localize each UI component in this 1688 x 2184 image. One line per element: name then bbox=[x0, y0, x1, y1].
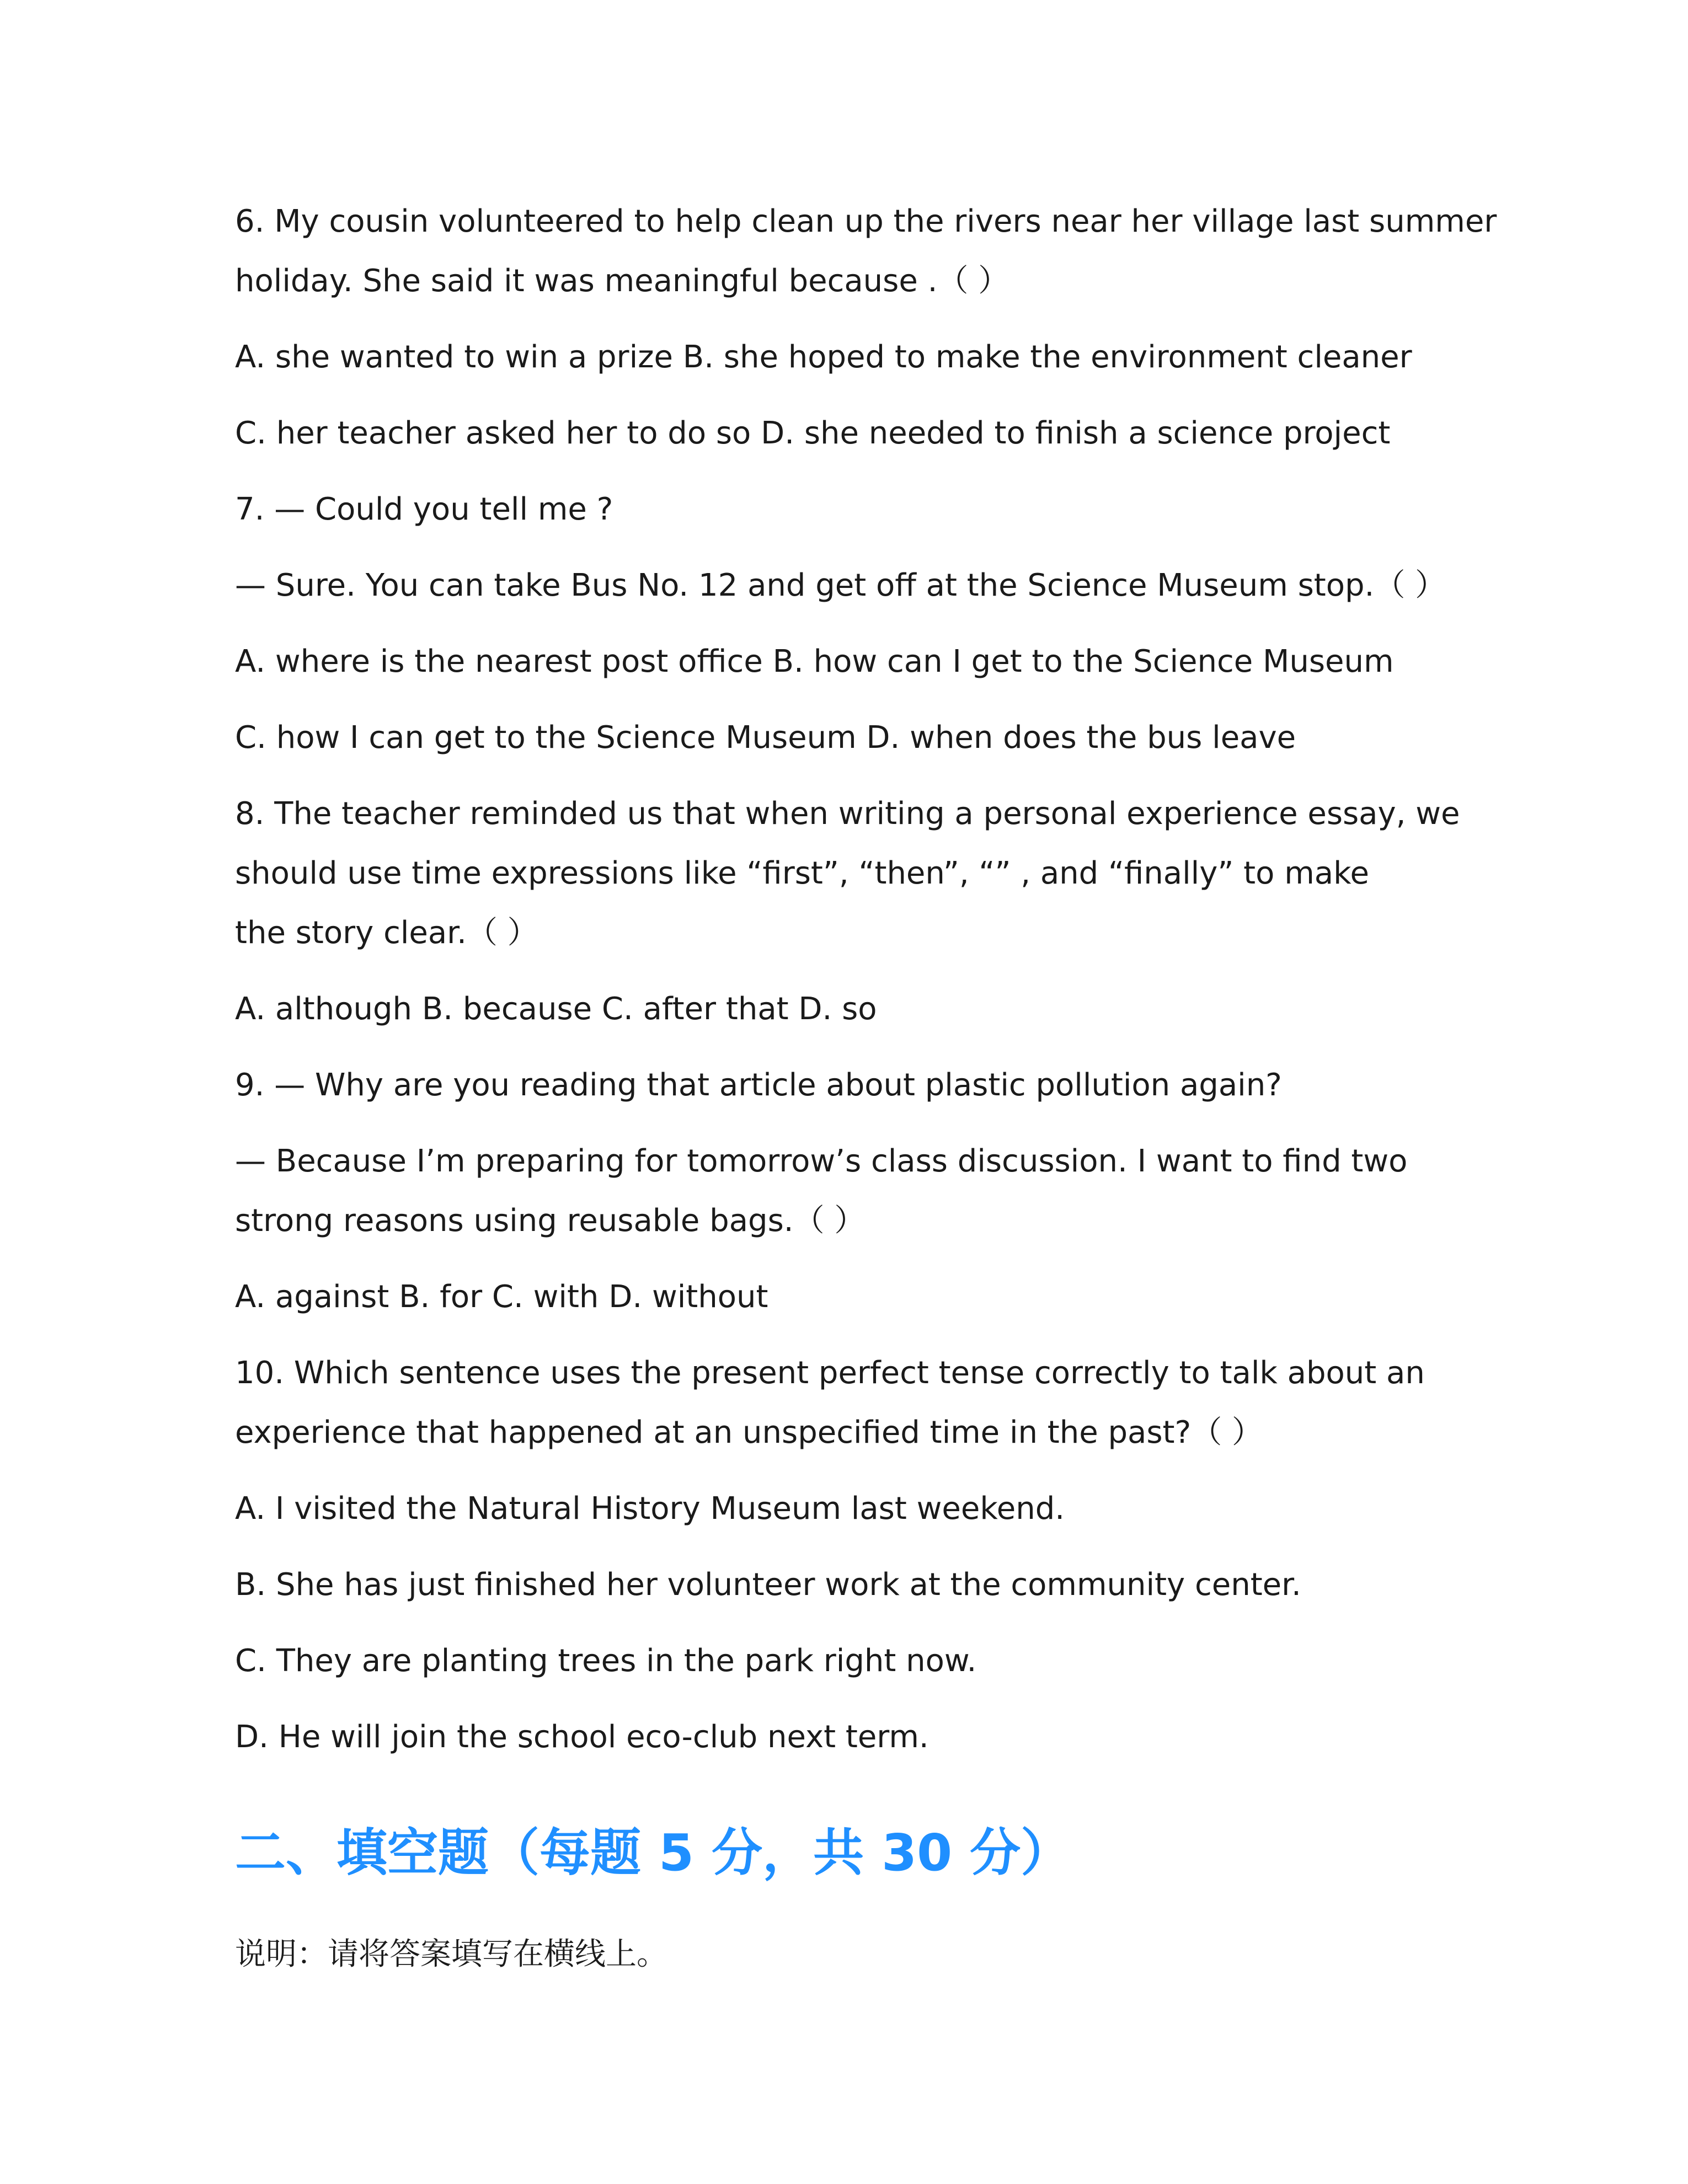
question-10-option-d: D. He will join the school eco-club next term. bbox=[235, 1719, 929, 1755]
question-9-stem-line-2: — Because I’m preparing for tomorrow’s class discussion. I want to find two bbox=[235, 1143, 1408, 1179]
question-10-option-b: B. She has just finished her volunteer work at the community center. bbox=[235, 1567, 1301, 1603]
section-instruction: 说明：请将答案填写在横线上。 bbox=[235, 1936, 667, 1972]
question-10-option-c: C. They are planting trees in the park right now. bbox=[235, 1643, 977, 1679]
question-9-stem-line-3: strong reasons using reusable bags.（ ） bbox=[235, 1203, 866, 1239]
question-8-stem-line-1: 8. The teacher reminded us that when writing a personal experience essay, we bbox=[235, 796, 1460, 832]
question-7-options-line-1: A. where is the nearest post office B. how can I get to the Science Museum bbox=[235, 644, 1394, 679]
question-8-stem-line-3: the story clear.（ ） bbox=[235, 915, 538, 951]
question-10-stem-line-2: experience that happened at an unspecified time in the past?（ ） bbox=[235, 1415, 1263, 1450]
question-6-stem-line-2: holiday. She said it was meaningful because .（ ） bbox=[235, 263, 1009, 299]
question-10-stem-line-1: 10. Which sentence uses the present perfect tense correctly to talk about an bbox=[235, 1355, 1425, 1391]
question-7-stem-line-1: 7. — Could you tell me ? bbox=[235, 491, 613, 527]
question-6-stem-line-1: 6. My cousin volunteered to help clean up the rivers near her village last summer bbox=[235, 204, 1497, 239]
question-7-options-line-2: C. how I can get to the Science Museum D. when does the bus leave bbox=[235, 720, 1296, 756]
question-7-stem-line-2: — Sure. You can take Bus No. 12 and get off at the Science Museum stop.（ ） bbox=[235, 568, 1446, 603]
question-9-options-line-1: A. against B. for C. with D. without bbox=[235, 1279, 768, 1315]
question-8-stem-line-2: should use time expressions like “first”, “then”, “” , and “finally” to make bbox=[235, 855, 1369, 891]
section-heading: 二、填空题（每题 5 分，共 30 分） bbox=[235, 1823, 1072, 1882]
question-10-option-a: A. I visited the Natural History Museum last weekend. bbox=[235, 1491, 1065, 1527]
question-6-options-line-1: A. she wanted to win a prize B. she hoped to make the environment cleaner bbox=[235, 339, 1412, 375]
question-8-options-line-1: A. although B. because C. after that D. so bbox=[235, 991, 877, 1027]
question-6-options-line-2: C. her teacher asked her to do so D. she needed to finish a science project bbox=[235, 415, 1391, 451]
question-9-stem-line-1: 9. — Why are you reading that article about plastic pollution again? bbox=[235, 1067, 1282, 1103]
